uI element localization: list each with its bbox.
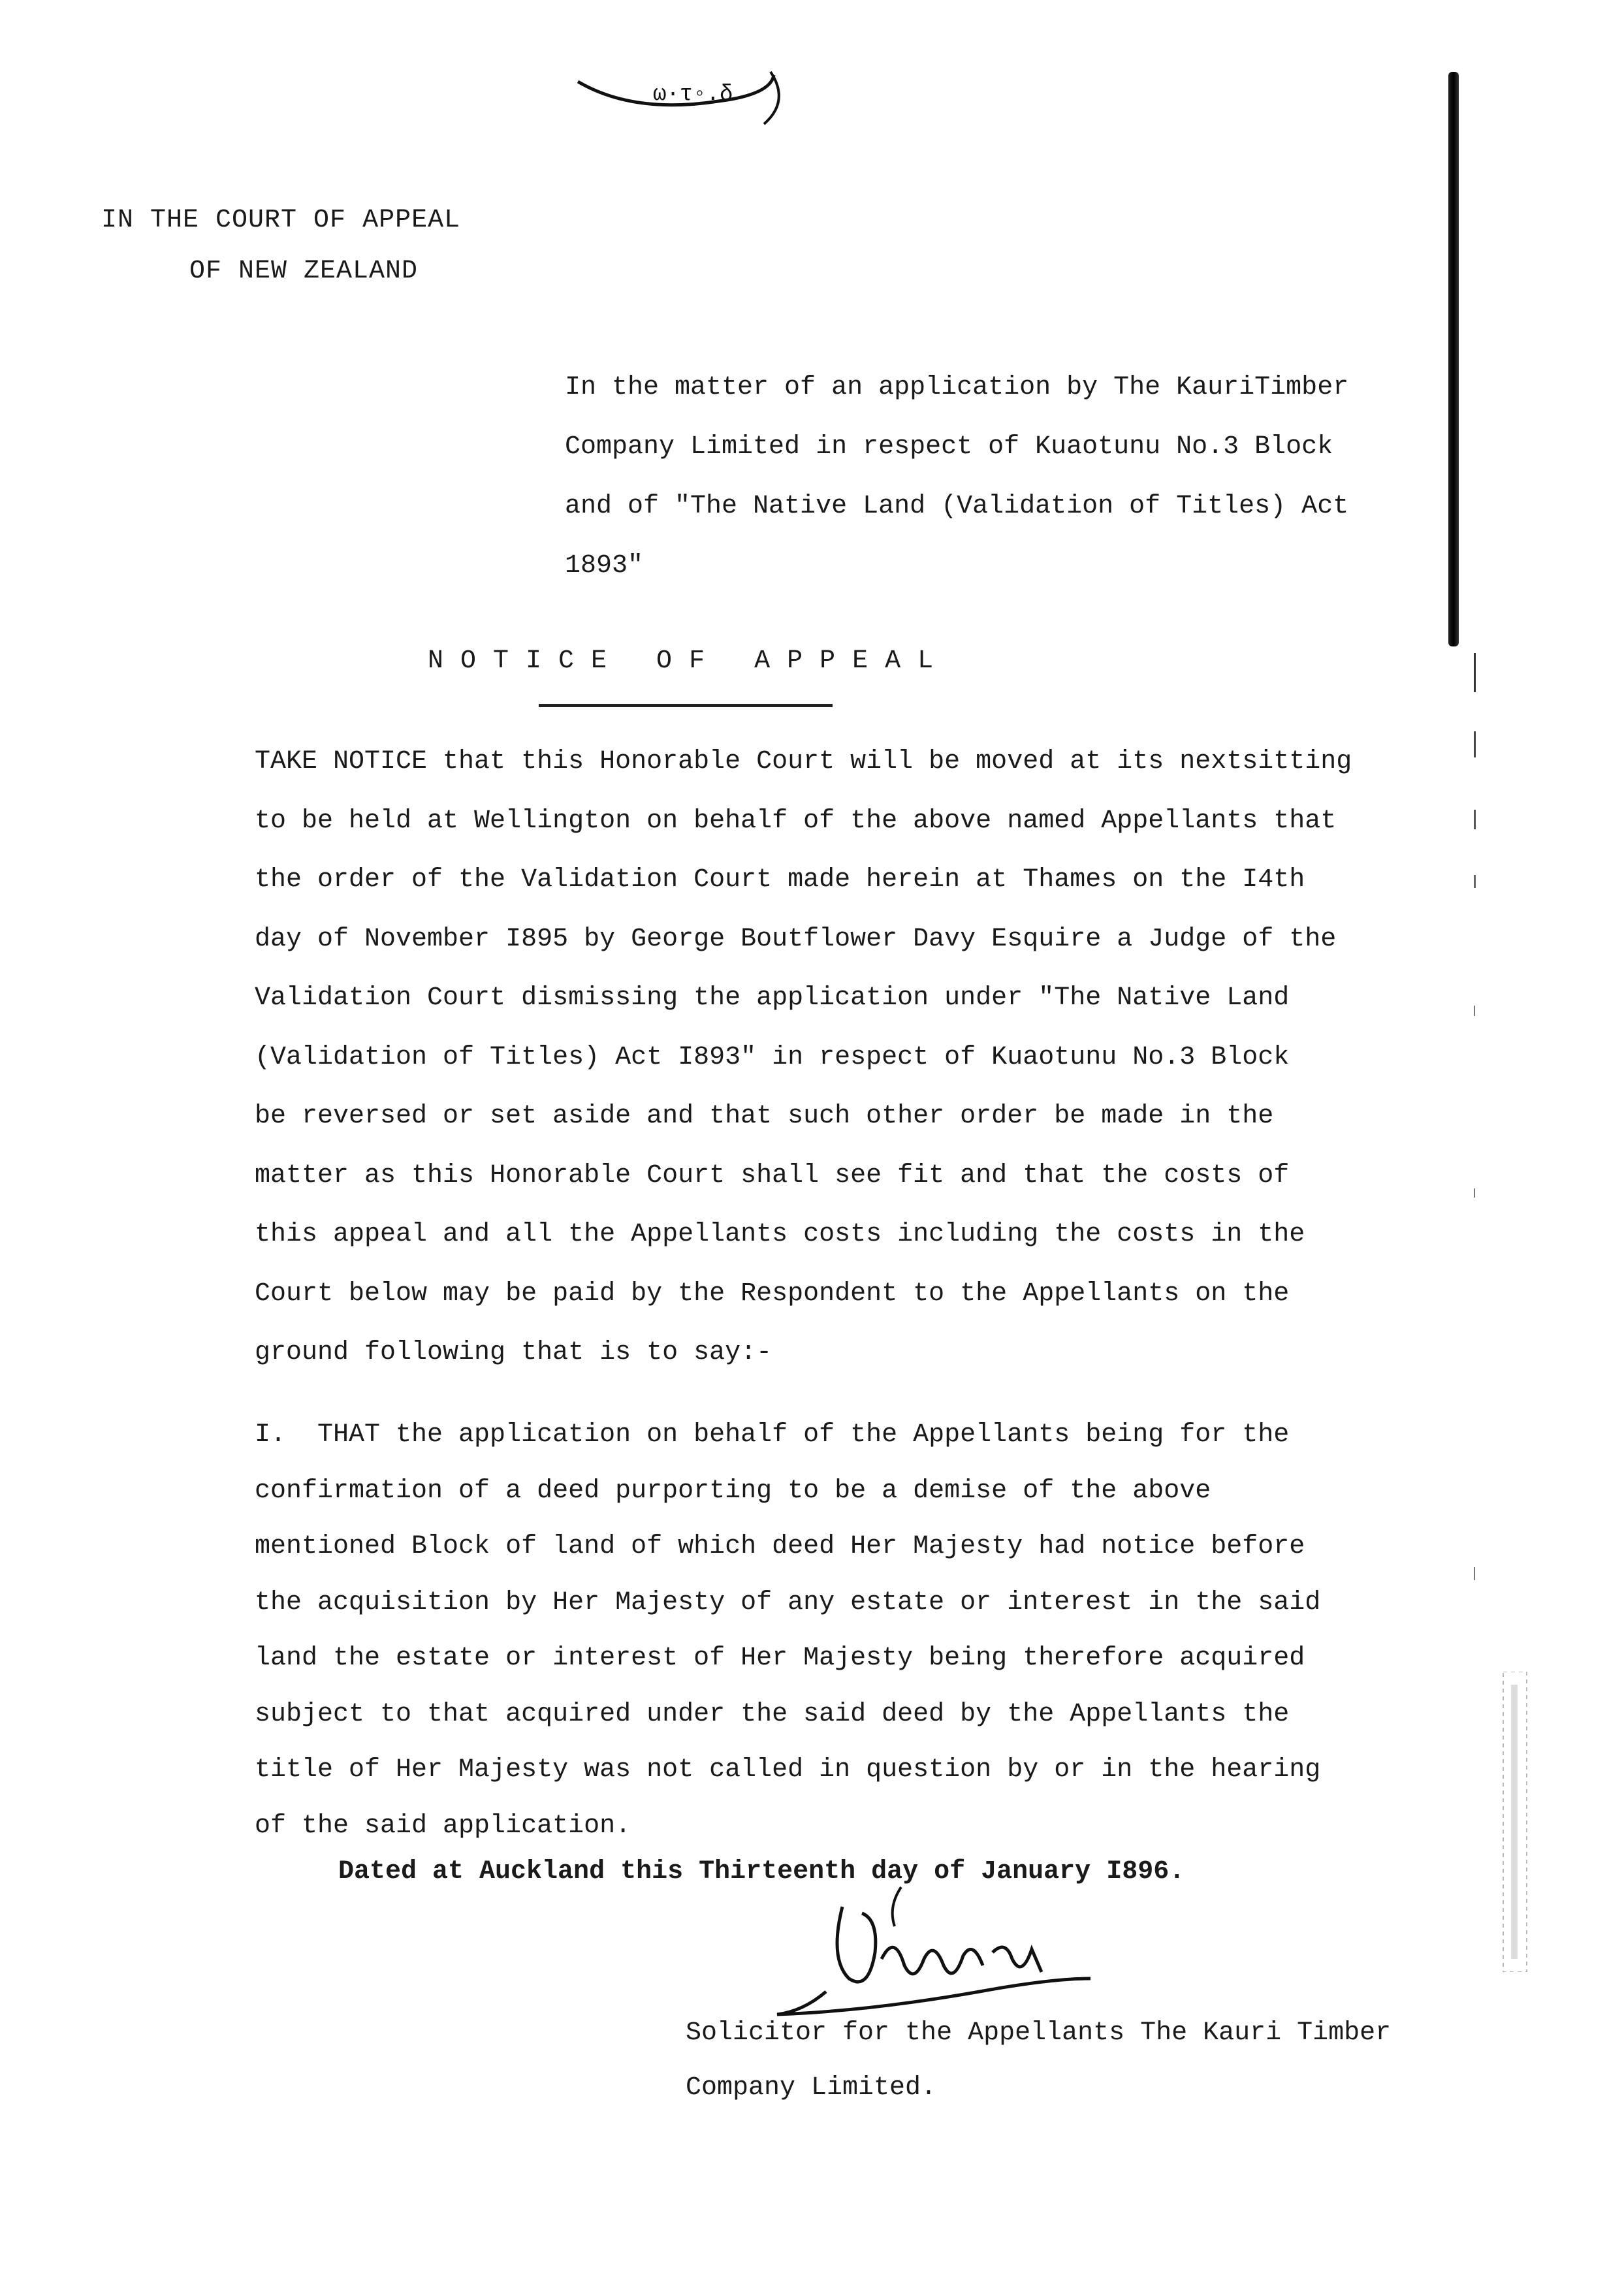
heading-underline (539, 704, 833, 707)
ground-paragraph (255, 1407, 1469, 1854)
notice-line: the order of the Validation Court made herein at Thames on the I4th (255, 865, 1305, 895)
notice-heading: N O T I C E O F A P P E A L (428, 646, 934, 676)
scan-edge-dots (1472, 653, 1478, 1959)
ground-line: the acquisition by Her Majesty of any estate or interest in the said (255, 1587, 1321, 1617)
notice-paragraph (255, 733, 1469, 1383)
solicitor-line: Solicitor for the Appellants The Kauri Timber (686, 2018, 1392, 2048)
archive-stamp-mark (1502, 1672, 1528, 1972)
notice-line: to be held at Wellington on behalf of the above named Appellants that (255, 806, 1337, 836)
matter-line: In the matter of an application by The KauriTimber (565, 373, 1349, 402)
court-title-line-2: OF NEW ZEALAND (189, 257, 419, 286)
ground-line: land the estate or interest of Her Majesty being therefore acquired (255, 1644, 1305, 1673)
solicitor-block (686, 2006, 1391, 2116)
solicitor-line: Company Limited. (686, 2073, 937, 2103)
matter-line: 1893" (565, 551, 644, 580)
dated-line: Dated at Auckland this Thirteenth day of January I896. (338, 1857, 1185, 1886)
ground-line: subject to that acquired under the said deed by the Appellants the (255, 1699, 1290, 1729)
notice-line: Court below may be paid by the Respondent to the Appellants on the (255, 1279, 1290, 1309)
ground-line: of the said application. (255, 1811, 631, 1841)
notice-line: ground following that is to say:- (255, 1338, 772, 1367)
notice-line: day of November I895 by George Boutflower Davy Esquire a Judge of the (255, 924, 1337, 954)
ground-line: mentioned Block of land of which deed Her Majesty had notice before (255, 1532, 1305, 1561)
notice-line: matter as this Honorable Court shall see fit and that the costs of (255, 1160, 1290, 1190)
notice-line: Validation Court dismissing the application under "The Native Land (255, 983, 1290, 1013)
notice-line: this appeal and all the Appellants costs including the costs in the (255, 1220, 1305, 1249)
svg-text:ω·τ◦.δ: ω·τ◦.δ (653, 82, 733, 107)
ground-line: I. THAT the application on behalf of the Appellants being for the (255, 1420, 1290, 1450)
notice-line: (Validation of Titles) Act I893" in respect of Kuaotunu No.3 Block (255, 1042, 1290, 1072)
top-pen-mark (575, 62, 797, 134)
matter-line: and of "The Native Land (Validation of Titles) Act (565, 492, 1349, 521)
matter-line: Company Limited in respect of Kuaotunu No.3 Block (565, 432, 1333, 462)
ground-line: confirmation of a deed purporting to be a demise of the above (255, 1476, 1211, 1506)
notice-line: TAKE NOTICE that this Honorable Court will be moved at its nextsitting (255, 747, 1352, 776)
scan-edge-bar (1448, 72, 1459, 646)
ground-line: title of Her Majesty was not called in question by or in the hearing (255, 1755, 1321, 1785)
court-title-line-1: IN THE COURT OF APPEAL (101, 206, 461, 235)
matter-paragraph (565, 358, 1440, 596)
notice-line: be reversed or set aside and that such other order be made in the (255, 1102, 1274, 1131)
